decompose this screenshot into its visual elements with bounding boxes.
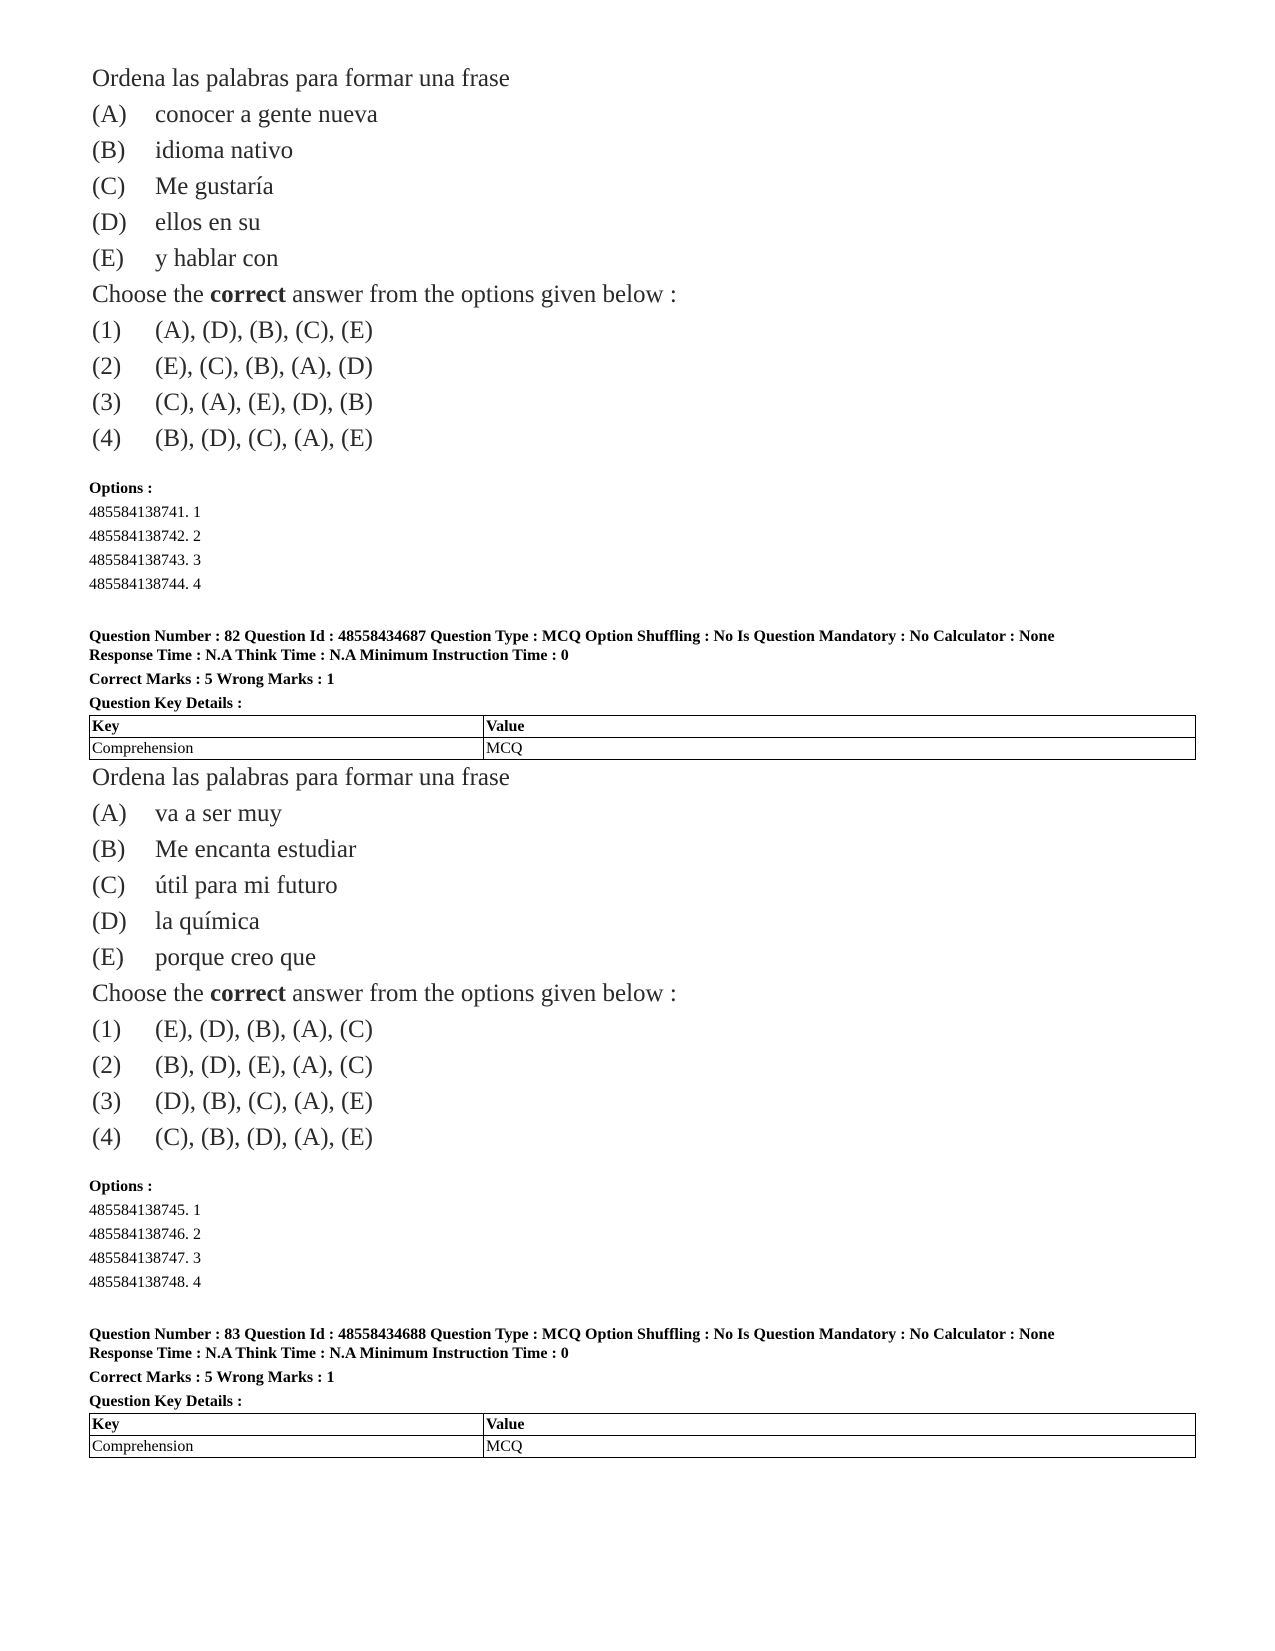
options-heading: Options : — [89, 1178, 153, 1195]
question-meta-line: Response Time : N.A Think Time : N.A Minimum Instruction Time : 0 — [89, 1345, 569, 1362]
question-81-body — [92, 61, 792, 457]
question-81-options — [89, 477, 201, 597]
question-83-key-table — [89, 1413, 1196, 1458]
table-row — [90, 738, 1196, 760]
word-item: (D) la química — [92, 908, 260, 935]
options-heading: Options : — [89, 480, 153, 497]
word-item: (E) y hablar con — [92, 245, 279, 272]
word-item: (B) idioma nativo — [92, 137, 294, 164]
answer-choice: (2) (B), (D), (E), (A), (C) — [92, 1052, 373, 1079]
question-meta-line: Question Number : 82 Question Id : 48558434687 Question Type : MCQ Option Shuffling : No Is Question Mandatory : No Calculator : None — [89, 628, 1055, 645]
table-header-value: Value — [484, 716, 1196, 738]
answer-choice: (3) (D), (B), (C), (A), (E) — [92, 1088, 373, 1115]
choose-instruction: Choose the correct answer from the options given below : — [92, 281, 677, 308]
word-item: (B) Me encanta estudiar — [92, 836, 357, 863]
key-details-heading: Question Key Details : — [89, 1393, 243, 1410]
option-line: 485584138743. 3 — [89, 552, 201, 569]
option-line: 485584138745. 1 — [89, 1202, 201, 1219]
question-meta-line: Response Time : N.A Think Time : N.A Minimum Instruction Time : 0 — [89, 647, 569, 664]
option-line: 485584138742. 2 — [89, 528, 201, 545]
choose-instruction: Choose the correct answer from the options given below : — [92, 980, 677, 1007]
word-item: (D) ellos en su — [92, 209, 261, 236]
option-line: 485584138744. 4 — [89, 576, 201, 593]
key-details-heading: Question Key Details : — [89, 695, 243, 712]
question-83-meta — [89, 1325, 1055, 1411]
word-item: (A) conocer a gente nueva — [92, 101, 378, 128]
question-82-body — [92, 760, 792, 1156]
table-row — [90, 1436, 1196, 1458]
word-item: (C) Me gustaría — [92, 173, 274, 200]
marks-line: Correct Marks : 5 Wrong Marks : 1 — [89, 1369, 335, 1386]
question-82-meta — [89, 627, 1055, 713]
answer-choice: (2) (E), (C), (B), (A), (D) — [92, 353, 373, 380]
word-item: (C) útil para mi futuro — [92, 872, 338, 899]
table-cell-key: Comprehension — [90, 1436, 484, 1458]
answer-choice: (1) (E), (D), (B), (A), (C) — [92, 1016, 373, 1043]
table-cell-key: Comprehension — [90, 738, 484, 760]
table-header-row — [90, 1414, 1196, 1436]
table-cell-value: MCQ — [484, 1436, 1196, 1458]
answer-choice: (3) (C), (A), (E), (D), (B) — [92, 389, 373, 416]
table-header-key: Key — [90, 1414, 484, 1436]
option-line: 485584138748. 4 — [89, 1274, 201, 1291]
table-header-key: Key — [90, 716, 484, 738]
word-item: (A) va a ser muy — [92, 800, 283, 827]
answer-choice: (4) (C), (B), (D), (A), (E) — [92, 1124, 373, 1151]
question-meta-line: Question Number : 83 Question Id : 48558434688 Question Type : MCQ Option Shuffling : No Is Question Mandatory : No Calculator : None — [89, 1326, 1055, 1343]
table-cell-value: MCQ — [484, 738, 1196, 760]
word-item: (E) porque creo que — [92, 944, 317, 971]
answer-choice: (1) (A), (D), (B), (C), (E) — [92, 317, 373, 344]
question-title: Ordena las palabras para formar una frase — [92, 764, 510, 791]
question-82-options — [89, 1175, 201, 1295]
answer-choice: (4) (B), (D), (C), (A), (E) — [92, 425, 373, 452]
table-header-row — [90, 716, 1196, 738]
option-line: 485584138741. 1 — [89, 504, 201, 521]
question-title: Ordena las palabras para formar una frase — [92, 65, 510, 92]
table-header-value: Value — [484, 1414, 1196, 1436]
question-82-key-table — [89, 715, 1196, 760]
option-line: 485584138746. 2 — [89, 1226, 201, 1243]
option-line: 485584138747. 3 — [89, 1250, 201, 1267]
marks-line: Correct Marks : 5 Wrong Marks : 1 — [89, 671, 335, 688]
